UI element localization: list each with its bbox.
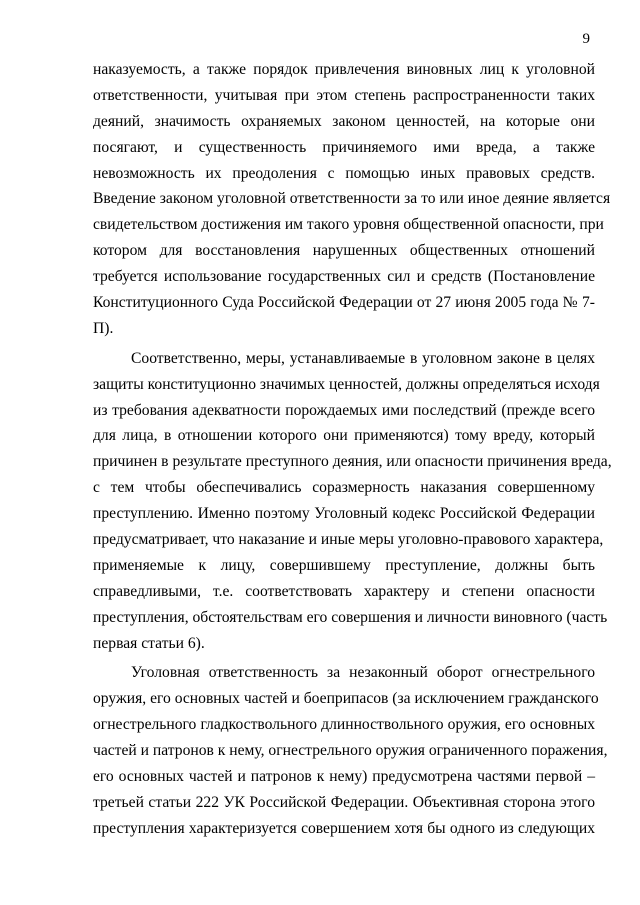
text-line: преступления, обстоятельствам его совершения и личности виновного (часть [93, 608, 608, 626]
paragraph-1 [93, 57, 611, 342]
text-line: оружия, его основных частей и боеприпасов (за исключением гражданского [93, 690, 599, 708]
text-line: защиты конституционно значимых ценностей, должны определяться исходя [93, 375, 600, 393]
text-line: котором для восстановления нарушенных общественных отношений [93, 242, 595, 260]
paragraph-3 [93, 660, 608, 841]
text-line: применяемые к лицу, совершившему преступление, должны быть [93, 556, 595, 574]
text-line: Введение законом уголовной ответственности за то или иное деяние является [93, 190, 611, 208]
text-line: наказуемость, а также порядок привлечения виновных лиц к уголовной [93, 61, 595, 78]
text-line: преступлению. Именно поэтому Уголовный кодекс Российской Федерации [93, 505, 595, 523]
text-line: деяний, значимость охраняемых законом ценностей, на которые они [93, 112, 595, 130]
text-line: причинен в результате преступного деяния, или опасности причинения вреда, [93, 453, 612, 471]
text-line: требуется использование государственных сил и средств (Постановление [93, 268, 595, 286]
paragraph-2 [93, 346, 612, 657]
text-line: П). [93, 319, 114, 337]
text-line: частей и патронов к нему, огнестрельного оружия ограниченного поражения, [93, 742, 608, 760]
text-line: для лица, в отношении которого они применяются) тому вреду, который [93, 427, 595, 445]
text-line: из требования адекватности порождаемых ими последствий (прежде всего [93, 401, 595, 419]
text-line: огнестрельного гладкоствольного длинноствольного оружия, его основных [93, 716, 595, 734]
document-body [93, 57, 612, 842]
text-line: Конституционного Суда Российской Федерации от 27 июня 2005 года № 7- [93, 294, 595, 312]
page-number: 9 [582, 31, 590, 47]
text-line: Уголовная ответственность за незаконный оборот огнестрельного [131, 664, 595, 682]
text-line: справедливыми, т.е. соответствовать характеру и степени опасности [93, 582, 595, 600]
text-line: Соответственно, меры, устанавливаемые в уголовном законе в целях [131, 349, 595, 367]
text-line: его основных частей и патронов к нему) предусмотрена частями первой – [93, 768, 595, 786]
text-line: свидетельством достижения им такого уровня общественной опасности, при [93, 216, 604, 234]
text-line: ответственности, учитывая при этом степень распространенности таких [93, 86, 595, 104]
text-line: невозможность их преодоления с помощью иных правовых средств. [93, 164, 595, 182]
text-line: с тем чтобы обеспечивались соразмерность наказания совершенному [93, 479, 595, 497]
text-line: третьей статьи 222 УК Российской Федерации. Объективная сторона этого [93, 793, 595, 811]
text-line: предусматривает, что наказание и иные меры уголовно-правового характера, [93, 531, 604, 549]
text-line: посягают, и существенность причиняемого ими вреда, а также [93, 138, 595, 156]
text-line: преступления характеризуется совершением хотя бы одного из следующих [93, 819, 595, 837]
text-line: первая статьи 6). [93, 634, 205, 652]
